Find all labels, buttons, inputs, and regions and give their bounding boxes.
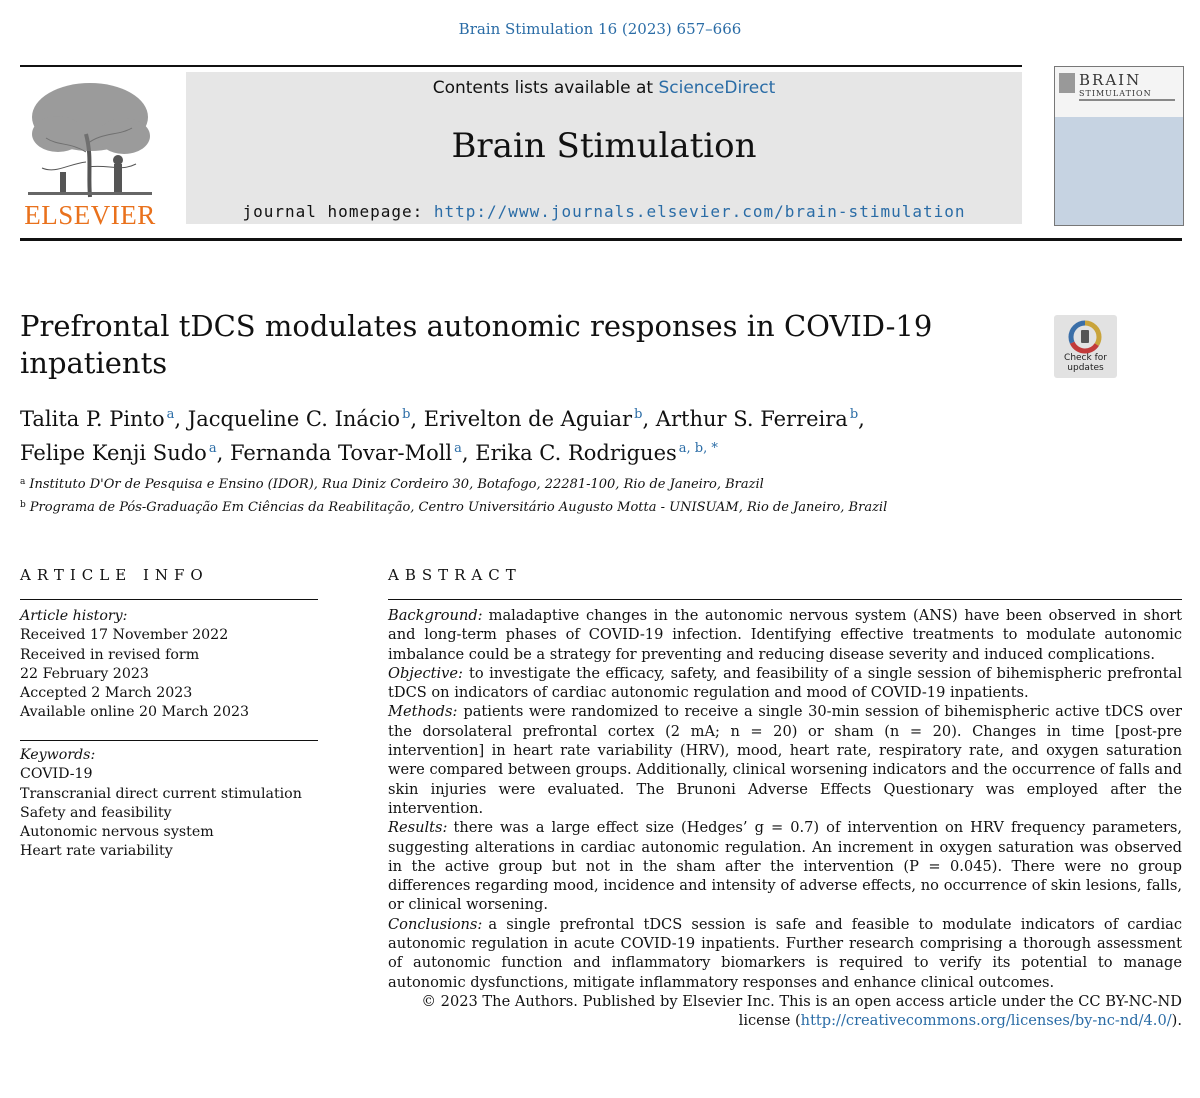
journal-title: Brain Stimulation bbox=[451, 126, 757, 166]
author-affiliation-mark[interactable]: a, b, * bbox=[678, 441, 718, 456]
cover-title: BRAIN bbox=[1079, 71, 1142, 89]
history-item: Accepted 2 March 2023 bbox=[20, 685, 193, 702]
abstract-section-text: patients were randomized to receive a single 30-min session of bihemispheric active tDCS over the dorsolateral prefrontal cortex (2 mA; n = 20) or sham (n = 20). Changes in time [post-pre intervention] in heart rate variability (HRV), mood, heart rate, respiratory rate, and oxygen saturation were compared between groups. Additionally, clinical worsening indicators and the occurrence of falls and skin injuries were evaluated. The Brunoni Adverse Effects Questionary was employed after the intervention. bbox=[388, 703, 1182, 817]
abstract-section-text: there was a large effect size (Hedges’ g = 0.7) of intervention on HRV frequency parameters, suggesting alterations in cardiac autonomic regulation. An increment in oxygen saturation was observed in the active group but not in the sham after the intervention (P = 0.045). There were no group differences regarding mood, incidence and intensity of adverse effects, no occurrence of skin lesions, falls, or clinical worsening. bbox=[388, 819, 1182, 914]
affiliation-item bbox=[20, 472, 1170, 495]
abstract-section-text: maladaptive changes in the autonomic nervous system (ANS) have been observed in short and long-term phases of COVID-19 infection. Identifying effective treatments to modulate autonomic imbalance could be a strategy for preventing and reducing disease severity and induced complications. bbox=[388, 607, 1182, 663]
author-name[interactable]: Arthur S. Ferreira bbox=[655, 407, 848, 431]
history-item: Available online 20 March 2023 bbox=[20, 704, 250, 721]
author-separator: , bbox=[410, 407, 424, 431]
header-top-rule bbox=[20, 65, 1022, 67]
contents-prefix: Contents lists available at bbox=[432, 78, 659, 98]
author-affiliation-mark[interactable]: a bbox=[454, 441, 462, 456]
keywords-rule bbox=[20, 740, 318, 741]
journal-homepage-line bbox=[186, 202, 1022, 221]
keyword-item[interactable]: Transcranial direct current stimulation bbox=[20, 785, 302, 802]
check-label-line2: updates bbox=[1067, 363, 1104, 373]
affiliation-text: Programa de Pós-Graduação Em Ciências da Reabilitação, Centro Universitário Augusto Motta - UNISUAM, Rio de Janeiro, Brazil bbox=[29, 500, 888, 515]
author-affiliation-mark[interactable]: b bbox=[849, 407, 859, 422]
author-name[interactable]: Jacqueline C. Inácio bbox=[187, 407, 401, 431]
check-for-updates-icon bbox=[1067, 319, 1103, 355]
author-affiliation-mark[interactable]: b bbox=[634, 407, 643, 422]
author-separator: , bbox=[858, 407, 865, 431]
author-name[interactable]: Erika C. Rodrigues bbox=[475, 441, 677, 465]
abstract-section-label: Background: bbox=[388, 607, 483, 624]
author-name[interactable]: Talita P. Pinto bbox=[20, 407, 165, 431]
license-link[interactable]: http://creativecommons.org/licenses/by-nc-nd/4.0/ bbox=[800, 1012, 1172, 1030]
affiliation-text: Instituto D'Or de Pesquisa e Ensino (IDOR), Rua Diniz Cordeiro 30, Botafogo, 22281-100, Rio de Janeiro, Brazil bbox=[29, 477, 764, 492]
article-title: Prefrontal tDCS modulates autonomic responses in COVID-19 inpatients bbox=[20, 309, 933, 380]
sciencedirect-link[interactable]: ScienceDirect bbox=[658, 78, 776, 98]
abstract-section-label: Conclusions: bbox=[388, 915, 483, 933]
journal-cover-thumbnail[interactable] bbox=[1054, 66, 1184, 226]
check-label-line1: Check for bbox=[1064, 353, 1107, 363]
author-separator: , bbox=[174, 407, 188, 431]
author-separator: , bbox=[216, 441, 230, 465]
affiliation-item bbox=[20, 495, 1170, 518]
abstract-body bbox=[388, 606, 1182, 1031]
author-name[interactable]: Felipe Kenji Sudo bbox=[20, 441, 207, 465]
journal-homepage-link[interactable]: http://www.journals.elsevier.com/brain-stimulation bbox=[433, 202, 966, 221]
author-name[interactable]: Erivelton de Aguiar bbox=[423, 407, 633, 431]
license-text: © 2023 The Authors. Published by Elsevier Inc. This is an open access article under the CC BY-NC-ND license ( bbox=[421, 992, 1182, 1030]
homepage-prefix: journal homepage: bbox=[242, 202, 434, 221]
keyword-item[interactable]: Safety and feasibility bbox=[20, 804, 172, 821]
history-item: Received 17 November 2022 bbox=[20, 627, 229, 644]
abstract-section-label: Methods: bbox=[388, 703, 458, 721]
license-statement bbox=[388, 992, 1182, 1031]
check-for-updates-label bbox=[1054, 353, 1117, 373]
abstract-paragraph bbox=[388, 702, 1182, 818]
abstract-rule bbox=[388, 599, 1182, 600]
license-tail: ). bbox=[1171, 1012, 1182, 1030]
keyword-item[interactable]: COVID-19 bbox=[20, 766, 93, 783]
keyword-item[interactable]: Heart rate variability bbox=[20, 843, 173, 860]
author-affiliation-mark[interactable]: a bbox=[208, 441, 217, 456]
abstract-paragraph bbox=[388, 664, 1182, 703]
abstract-section-label: Results: bbox=[388, 819, 448, 837]
cover-subtitle: STIMULATION bbox=[1079, 89, 1152, 98]
header-bottom-rule bbox=[20, 238, 1182, 241]
author-separator: , bbox=[461, 441, 476, 465]
affiliation-key: b bbox=[20, 500, 26, 510]
author-affiliation-mark[interactable]: a bbox=[166, 407, 175, 422]
abstract-paragraph bbox=[388, 818, 1182, 914]
abstract-section-text: a single prefrontal tDCS session is safe and feasible to modulate indicators of cardiac autonomic regulation in acute COVID-19 inpatients. Further research comprising a thorough assessment of autonomic function and inflammatory biomarkers is required to verify its potential to manage autonomic dysfunctions, mitigate inflammatory responses and enhance clinical outcomes. bbox=[388, 915, 1182, 991]
keywords-list bbox=[20, 746, 318, 862]
article-info-heading: ARTICLE INFO bbox=[20, 566, 209, 584]
abstract-section-label: Objective: bbox=[388, 664, 463, 682]
abstract-section-text: to investigate the efficacy, safety, and feasibility of a single session of bihemispheric prefrontal tDCS on indicators of cardiac autonomic regulation and mood of COVID-19 inpatients. bbox=[388, 664, 1182, 702]
cover-publisher-logo-icon bbox=[1059, 73, 1075, 93]
affiliation-key: a bbox=[20, 477, 26, 487]
author-name[interactable]: Fernanda Tovar-Moll bbox=[229, 441, 453, 465]
elsevier-wordmark: ELSEVIER bbox=[24, 200, 156, 230]
journal-citation-link[interactable]: Brain Stimulation 16 (2023) 657–666 bbox=[458, 20, 742, 38]
history-item: Received in revised form bbox=[20, 646, 200, 663]
article-history bbox=[20, 607, 318, 723]
affiliation-list bbox=[20, 472, 1170, 518]
history-label: Article history: bbox=[20, 608, 128, 624]
author-separator: , bbox=[642, 407, 656, 431]
contents-available-line bbox=[186, 78, 1022, 98]
author-affiliation-mark[interactable]: b bbox=[402, 407, 411, 422]
check-for-updates-button[interactable] bbox=[1054, 315, 1117, 378]
cover-fine-print bbox=[1079, 99, 1175, 101]
keywords-label: Keywords: bbox=[20, 747, 96, 763]
abstract-heading: ABSTRACT bbox=[388, 566, 522, 584]
author-list bbox=[20, 400, 1120, 468]
history-item: 22 February 2023 bbox=[20, 665, 149, 682]
abstract-paragraph bbox=[388, 915, 1182, 992]
abstract-paragraph bbox=[388, 606, 1182, 664]
article-info-rule bbox=[20, 599, 318, 600]
keyword-item[interactable]: Autonomic nervous system bbox=[20, 824, 214, 841]
